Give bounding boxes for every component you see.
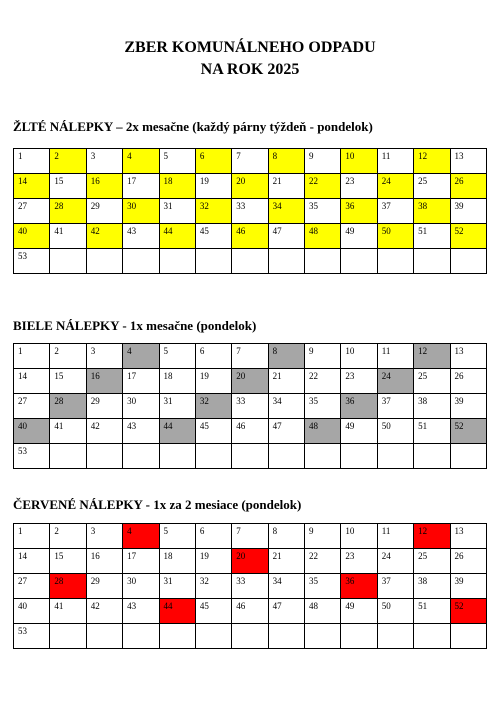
week-cell: 14 (14, 549, 50, 574)
week-cell: 35 (305, 394, 341, 419)
week-cell: 19 (195, 549, 231, 574)
week-cell: 27 (14, 574, 50, 599)
week-cell: 31 (159, 394, 195, 419)
week-cell: 17 (123, 549, 159, 574)
empty-cell (341, 249, 377, 274)
week-cell: 46 (232, 419, 268, 444)
empty-cell (305, 624, 341, 649)
week-cell: 9 (305, 149, 341, 174)
week-cell: 19 (195, 174, 231, 199)
week-cell: 29 (86, 574, 122, 599)
week-cell: 33 (232, 199, 268, 224)
week-cell: 20 (232, 549, 268, 574)
empty-cell (50, 249, 86, 274)
week-cell: 30 (123, 394, 159, 419)
week-cell: 17 (123, 369, 159, 394)
week-cell: 14 (14, 369, 50, 394)
week-cell: 37 (377, 394, 413, 419)
page-title-line2: NA ROK 2025 (200, 61, 300, 78)
week-cell: 15 (50, 174, 86, 199)
week-cell: 45 (195, 224, 231, 249)
week-cell: 33 (232, 394, 268, 419)
empty-cell (414, 249, 450, 274)
week-cell: 12 (414, 149, 450, 174)
week-cell: 2 (50, 524, 86, 549)
week-cell: 29 (86, 394, 122, 419)
week-cell: 53 (14, 444, 50, 469)
week-cell: 1 (14, 344, 50, 369)
week-cell: 47 (268, 419, 304, 444)
week-cell: 3 (86, 524, 122, 549)
week-cell: 22 (305, 174, 341, 199)
week-cell: 9 (305, 524, 341, 549)
calendar-grid-yellow (13, 148, 487, 274)
week-cell: 6 (195, 344, 231, 369)
empty-cell (341, 624, 377, 649)
week-cell: 31 (159, 574, 195, 599)
empty-cell (377, 624, 413, 649)
week-cell: 8 (268, 524, 304, 549)
week-cell: 30 (123, 199, 159, 224)
week-cell: 16 (86, 549, 122, 574)
section-heading-yellow: ŽLTÉ NÁLEPKY – 2x mesačne (každý párny týždeň - pondelok) (13, 119, 373, 134)
week-cell: 2 (50, 149, 86, 174)
week-cell: 51 (414, 224, 450, 249)
week-cell: 8 (268, 149, 304, 174)
empty-cell (195, 444, 231, 469)
empty-cell (377, 444, 413, 469)
empty-cell (123, 624, 159, 649)
calendar-row (14, 524, 487, 549)
week-cell: 7 (232, 344, 268, 369)
week-cell: 9 (305, 344, 341, 369)
week-cell: 40 (14, 419, 50, 444)
empty-cell (305, 249, 341, 274)
calendar-row (14, 549, 487, 574)
week-cell: 10 (341, 524, 377, 549)
week-cell: 10 (341, 149, 377, 174)
empty-cell (232, 249, 268, 274)
week-cell: 42 (86, 224, 122, 249)
week-cell: 52 (450, 599, 487, 624)
week-cell: 20 (232, 174, 268, 199)
week-cell: 11 (377, 344, 413, 369)
week-cell: 47 (268, 599, 304, 624)
week-cell: 42 (86, 419, 122, 444)
week-cell: 15 (50, 369, 86, 394)
empty-cell (50, 444, 86, 469)
week-cell: 44 (159, 599, 195, 624)
calendar-row (14, 394, 487, 419)
week-cell: 37 (377, 199, 413, 224)
calendar-row (14, 369, 487, 394)
week-cell: 28 (50, 394, 86, 419)
week-cell: 12 (414, 524, 450, 549)
week-cell: 52 (450, 419, 487, 444)
week-cell: 23 (341, 369, 377, 394)
empty-cell (450, 624, 487, 649)
week-cell: 49 (341, 419, 377, 444)
week-cell: 38 (414, 394, 450, 419)
week-cell: 12 (414, 344, 450, 369)
week-cell: 42 (86, 599, 122, 624)
week-cell: 40 (14, 599, 50, 624)
week-cell: 45 (195, 419, 231, 444)
empty-cell (232, 624, 268, 649)
empty-cell (268, 249, 304, 274)
week-cell: 51 (414, 599, 450, 624)
week-cell: 26 (450, 369, 487, 394)
empty-cell (414, 624, 450, 649)
week-cell: 48 (305, 224, 341, 249)
empty-cell (50, 624, 86, 649)
week-cell: 50 (377, 419, 413, 444)
empty-cell (86, 249, 122, 274)
week-cell: 22 (305, 549, 341, 574)
week-cell: 4 (123, 524, 159, 549)
week-cell: 30 (123, 574, 159, 599)
empty-cell (159, 444, 195, 469)
week-cell: 39 (450, 394, 487, 419)
empty-cell (195, 624, 231, 649)
week-cell: 48 (305, 599, 341, 624)
empty-cell (305, 444, 341, 469)
week-cell: 33 (232, 574, 268, 599)
week-cell: 32 (195, 574, 231, 599)
week-cell: 43 (123, 419, 159, 444)
week-cell: 36 (341, 574, 377, 599)
empty-cell (232, 444, 268, 469)
calendar-row (14, 344, 487, 369)
week-cell: 36 (341, 394, 377, 419)
week-cell: 34 (268, 199, 304, 224)
empty-cell (86, 624, 122, 649)
empty-cell (450, 249, 487, 274)
empty-cell (86, 444, 122, 469)
calendar-row (14, 149, 487, 174)
empty-cell (159, 249, 195, 274)
week-cell: 26 (450, 174, 487, 199)
week-cell: 7 (232, 524, 268, 549)
week-cell: 1 (14, 524, 50, 549)
week-cell: 13 (450, 149, 487, 174)
week-cell: 20 (232, 369, 268, 394)
week-cell: 25 (414, 549, 450, 574)
calendar-grid-white (13, 343, 487, 469)
week-cell: 18 (159, 369, 195, 394)
week-cell: 25 (414, 369, 450, 394)
week-cell: 3 (86, 344, 122, 369)
calendar-row (14, 599, 487, 624)
week-cell: 18 (159, 174, 195, 199)
week-cell: 41 (50, 599, 86, 624)
week-cell: 35 (305, 199, 341, 224)
week-cell: 45 (195, 599, 231, 624)
calendar-row (14, 574, 487, 599)
week-cell: 53 (14, 624, 50, 649)
week-cell: 28 (50, 574, 86, 599)
week-cell: 40 (14, 224, 50, 249)
empty-cell (268, 444, 304, 469)
empty-cell (268, 624, 304, 649)
week-cell: 41 (50, 224, 86, 249)
week-cell: 51 (414, 419, 450, 444)
week-cell: 25 (414, 174, 450, 199)
week-cell: 11 (377, 524, 413, 549)
empty-cell (377, 249, 413, 274)
week-cell: 38 (414, 574, 450, 599)
week-cell: 50 (377, 224, 413, 249)
empty-cell (159, 624, 195, 649)
calendar-row (14, 249, 487, 274)
week-cell: 13 (450, 344, 487, 369)
week-cell: 35 (305, 574, 341, 599)
week-cell: 43 (123, 599, 159, 624)
week-cell: 4 (123, 344, 159, 369)
week-cell: 16 (86, 369, 122, 394)
empty-cell (341, 444, 377, 469)
week-cell: 46 (232, 224, 268, 249)
week-cell: 6 (195, 524, 231, 549)
week-cell: 21 (268, 549, 304, 574)
week-cell: 27 (14, 199, 50, 224)
week-cell: 23 (341, 174, 377, 199)
week-cell: 6 (195, 149, 231, 174)
week-cell: 41 (50, 419, 86, 444)
week-cell: 24 (377, 174, 413, 199)
week-cell: 48 (305, 419, 341, 444)
week-cell: 14 (14, 174, 50, 199)
week-cell: 11 (377, 149, 413, 174)
week-cell: 8 (268, 344, 304, 369)
week-cell: 52 (450, 224, 487, 249)
week-cell: 1 (14, 149, 50, 174)
week-cell: 47 (268, 224, 304, 249)
calendar-grid-red (13, 523, 487, 649)
week-cell: 13 (450, 524, 487, 549)
week-cell: 32 (195, 199, 231, 224)
calendar-row (14, 224, 487, 249)
empty-cell (123, 249, 159, 274)
calendar-row (14, 199, 487, 224)
week-cell: 53 (14, 249, 50, 274)
week-cell: 34 (268, 574, 304, 599)
empty-cell (195, 249, 231, 274)
week-cell: 17 (123, 174, 159, 199)
week-cell: 24 (377, 549, 413, 574)
empty-cell (414, 444, 450, 469)
week-cell: 29 (86, 199, 122, 224)
week-cell: 28 (50, 199, 86, 224)
week-cell: 2 (50, 344, 86, 369)
week-cell: 49 (341, 224, 377, 249)
week-cell: 50 (377, 599, 413, 624)
week-cell: 3 (86, 149, 122, 174)
week-cell: 27 (14, 394, 50, 419)
week-cell: 7 (232, 149, 268, 174)
week-cell: 44 (159, 224, 195, 249)
week-cell: 32 (195, 394, 231, 419)
week-cell: 36 (341, 199, 377, 224)
week-cell: 15 (50, 549, 86, 574)
week-cell: 21 (268, 174, 304, 199)
week-cell: 21 (268, 369, 304, 394)
week-cell: 43 (123, 224, 159, 249)
calendar-row (14, 174, 487, 199)
week-cell: 18 (159, 549, 195, 574)
week-cell: 5 (159, 524, 195, 549)
calendar-row (14, 444, 487, 469)
section-heading-white: BIELE NÁLEPKY - 1x mesačne (pondelok) (13, 318, 257, 333)
empty-cell (123, 444, 159, 469)
week-cell: 24 (377, 369, 413, 394)
week-cell: 39 (450, 574, 487, 599)
week-cell: 37 (377, 574, 413, 599)
week-cell: 19 (195, 369, 231, 394)
week-cell: 44 (159, 419, 195, 444)
week-cell: 22 (305, 369, 341, 394)
calendar-row (14, 419, 487, 444)
week-cell: 38 (414, 199, 450, 224)
page-title-line1: ZBER KOMUNÁLNEHO ODPADU (124, 39, 376, 56)
section-heading-red: ČERVENÉ NÁLEPKY - 1x za 2 mesiace (pondelok) (13, 497, 302, 512)
week-cell: 16 (86, 174, 122, 199)
week-cell: 26 (450, 549, 487, 574)
week-cell: 39 (450, 199, 487, 224)
week-cell: 31 (159, 199, 195, 224)
week-cell: 46 (232, 599, 268, 624)
week-cell: 5 (159, 149, 195, 174)
week-cell: 10 (341, 344, 377, 369)
week-cell: 23 (341, 549, 377, 574)
week-cell: 34 (268, 394, 304, 419)
calendar-row (14, 624, 487, 649)
empty-cell (450, 444, 487, 469)
week-cell: 4 (123, 149, 159, 174)
week-cell: 49 (341, 599, 377, 624)
week-cell: 5 (159, 344, 195, 369)
